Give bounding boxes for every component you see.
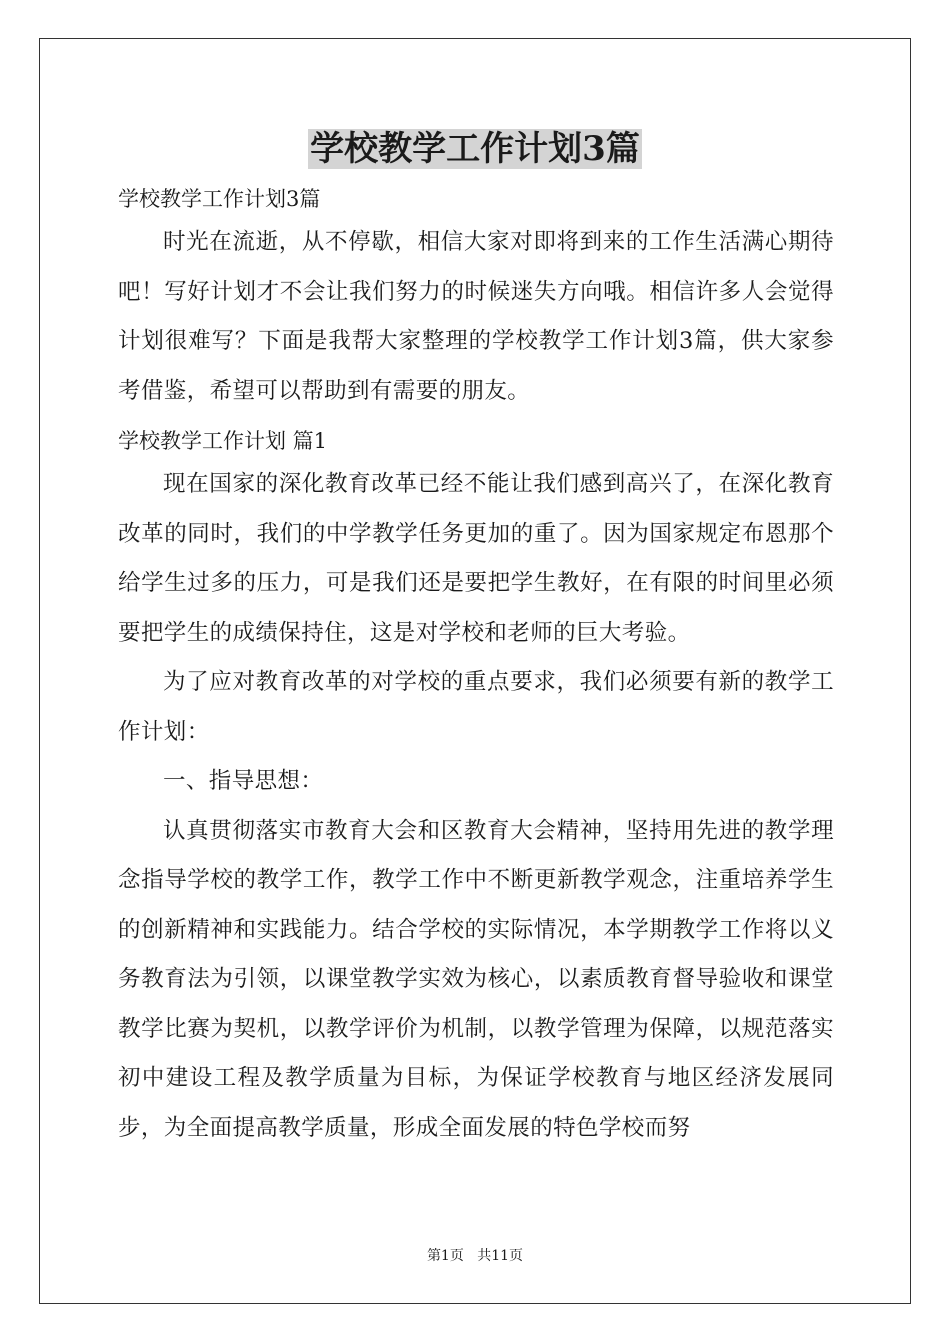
body-paragraph: 为了应对教育改革的对学校的重点要求，我们必须要有新的教学工作计划： — [118, 669, 834, 745]
body-paragraph: 认真贯彻落实市教育大会和区教育大会精神，坚持用先进的教学理念指导学校的教学工作，教学工作中不断更新教学观念，注重培养学生的创新精神和实践能力。结合学校的实际情况，本学期教学工作将以义务教育法为引领，以课堂教学实效为核心，以素质教育督导验收和课堂教学比赛为契机，以教学评价为机制，以教学管理为保障，以规范落实初中建设工程及教学质量为目标，为保证学校教育与地区经济发展同步，为全面提高教学质量，形成全面发展的特色学校而努 — [118, 817, 834, 1141]
page-total: 共11页 — [477, 1248, 524, 1264]
body-paragraph: 一、指导思想： — [163, 768, 324, 794]
document-title: 学校教学工作计划3篇 — [310, 129, 640, 169]
body-paragraph: 现在国家的深化教育改革已经不能让我们感到高兴了，在深化教育改革的同时，我们的中学教学任务更加的重了。因为国家规定布恩那个给学生过多的压力，可是我们还是要把学生教好，在有限的时间里必须要把学生的成绩保持住，这是对学校和老师的巨大考验。 — [118, 471, 834, 646]
page-footer — [0, 1246, 950, 1266]
intro-paragraph: 时光在流逝，从不停歇，相信大家对即将到来的工作生活满心期待吧！写好计划才不会让我们努力的时候迷失方向哦。相信许多人会觉得计划很难写？下面是我帮大家整理的学校教学工作计划3篇，供大家参考借鉴，希望可以帮助到有需要的朋友。 — [118, 229, 834, 404]
document-body — [118, 180, 834, 1153]
page-number: 第1页 — [426, 1248, 464, 1264]
document-subtitle: 学校教学工作计划3篇 — [118, 187, 321, 211]
section-heading: 学校教学工作计划 篇1 — [118, 429, 328, 453]
